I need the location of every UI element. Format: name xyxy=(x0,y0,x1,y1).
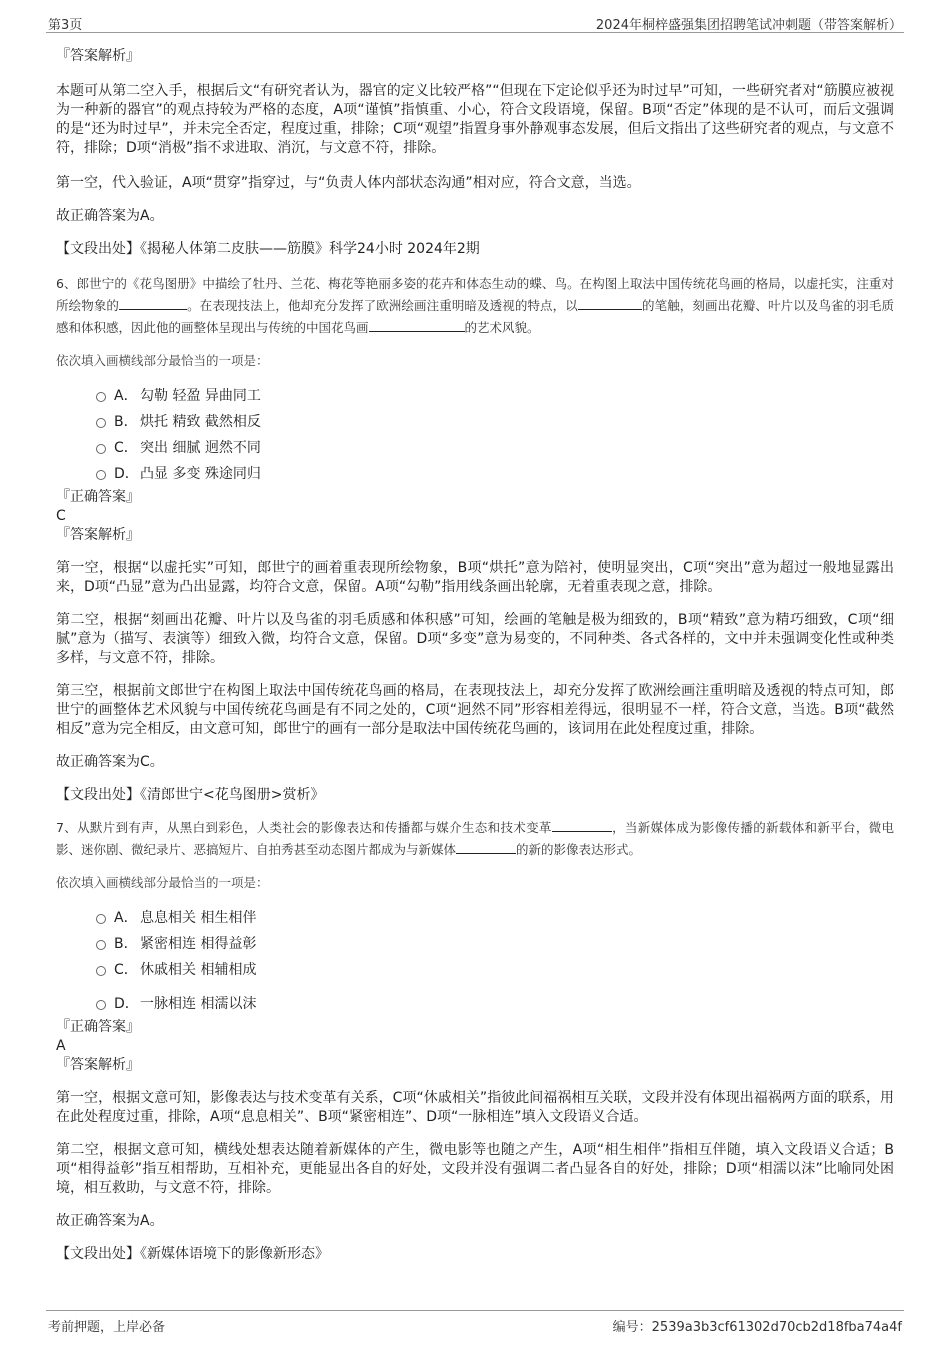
q7-analysis-p1: 第一空，根据文意可知，影像表达与技术变革有关系，C项“休戚相关”指彼此间福祸相互关联，文段并没有体现出福祸两方面的联系，用在此处程度过重，排除，A项“息息相关”、B项“紧密相连”、D项“一脉相连”填入文段语义合适。 xyxy=(56,1090,894,1125)
q6-option-d[interactable]: D．凸显 多变 殊途同归 xyxy=(96,461,894,487)
radio-icon[interactable] xyxy=(96,1000,106,1010)
q7-option-b[interactable]: B． 紧密相连 相得益彰 xyxy=(96,931,894,957)
radio-icon[interactable] xyxy=(96,914,106,924)
q5-source: 【文段出处】《揭秘人体第二皮肤——筋膜》科学24小时 2024年2期 xyxy=(56,241,480,257)
q5-analysis-p2: 第一空，代入验证，A项“贯穿”指穿过，与“负责人体内部状态沟通”相对应，符合文意，当选。 xyxy=(56,175,641,191)
q6-stem: 6、郎世宁的《花鸟图册》中描绘了牡丹、兰花、梅花等艳丽多姿的花卉和体态生动的蝶、鸟。在构图上取法中国传统花鸟画的格局，以虚托实，注重对所绘物象的 。在表现技法上，他却充分发挥了欧洲绘画注重明暗及透视的特点，以 的笔触，刻画出花瓣、叶片以及鸟雀的羽毛质感和体积感，因此他的画整体呈现出与传统的中国花鸟画 的艺术风貌。 xyxy=(56,276,894,335)
page-footer xyxy=(46,1310,904,1335)
q6-blank-2 xyxy=(578,295,642,310)
q6-correct-label: 『正确答案』 xyxy=(56,489,140,505)
q7-blank-1 xyxy=(552,817,612,832)
q5-analysis-p3: 故正确答案为A。 xyxy=(56,208,164,224)
document-body xyxy=(56,42,894,1264)
page-number: 第3页 xyxy=(48,18,83,33)
radio-icon[interactable] xyxy=(96,940,106,950)
q7-source: 【文段出处】《新媒体语境下的影像新形态》 xyxy=(56,1246,329,1262)
q7-option-a[interactable]: A． 息息相关 相生相伴 xyxy=(96,905,894,931)
q6-analysis-p3: 第三空，根据前文郎世宁在构图上取法中国传统花鸟画的格局，在表现技法上，却充分发挥了欧洲绘画注重明暗及透视的特点可知，郎世宁的画整体艺术风貌与中国传统花鸟画是有不同之处的，C项“迥然不同”形容相差得远，很明显不一样，符合文意，当选。B项“截然相反”意为完全相反，由文意可知，郎世宁的画有一部分是取法中国传统花鸟画的，该词用在此处程度过重，排除。 xyxy=(56,683,894,737)
q6-option-c[interactable]: C． 突出 细腻 迥然不同 xyxy=(96,435,894,461)
q6-source: 【文段出处】《清郎世宁<花鸟图册>赏析》 xyxy=(56,787,325,803)
q7-option-d[interactable]: D．一脉相连 相濡以沫 xyxy=(96,991,894,1017)
q7-correct-label: 『正确答案』 xyxy=(56,1019,140,1035)
q6-analysis-p1: 第一空，根据“以虚托实”可知，郎世宁的画着重表现所绘物象，B项“烘托”意为陪衬，使明显突出，C项“突出”意为超过一般地显露出来，D项“凸显”意为凸出显露，均符合文意，保留。A项“勾勒”指用线条画出轮廓，无着重表现之意，排除。 xyxy=(56,560,894,595)
document-id: 编号：2539a3b3cf61302d70cb2d18fba74a4f xyxy=(612,1320,902,1335)
q6-analysis-p2: 第二空，根据“刻画出花瓣、叶片以及鸟雀的羽毛质感和体积感”可知，绘画的笔触是极为细致的，B项“精致”意为精巧细致，C项“细腻”意为（描写、表演等）细致入微，均符合文意，保留。D项“多变”意为易变的，不同种类、各式各样的，文中并未强调变化性或种类多样，与文意不符，排除。 xyxy=(56,612,894,666)
q6-analysis-p4: 故正确答案为C。 xyxy=(56,754,164,770)
q7-hint: 依次填入画横线部分最恰当的一项是： xyxy=(56,875,269,890)
q7-analysis-p3: 故正确答案为A。 xyxy=(56,1213,164,1229)
q7-stem: 7、从默片到有声，从黑白到彩色，人类社会的影像表达和传播都与媒介生态和技术变革 ，当新媒体成为影像传播的新载体和新平台，微电影、迷你剧、微纪录片、恶搞短片、自拍秀甚至动态图片都成为与新媒体 的新的影像表达形式。 xyxy=(56,817,894,861)
radio-icon[interactable] xyxy=(96,966,106,976)
q6-options xyxy=(96,383,894,487)
q7-analysis-label: 『答案解析』 xyxy=(56,1057,140,1073)
q7-blank-2 xyxy=(456,839,516,854)
q6-option-b[interactable]: B． 烘托 精致 截然相反 xyxy=(96,409,894,435)
q7-option-c[interactable]: C． 休戚相关 相辅相成 xyxy=(96,957,894,983)
q6-analysis-label: 『答案解析』 xyxy=(56,527,140,543)
q6-hint: 依次填入画横线部分最恰当的一项是： xyxy=(56,353,269,368)
q6-blank-3 xyxy=(369,317,465,332)
q5-analysis-label: 『答案解析』 xyxy=(56,48,140,64)
radio-icon[interactable] xyxy=(96,392,106,402)
q7-options xyxy=(96,905,894,1017)
radio-icon[interactable] xyxy=(96,418,106,428)
radio-icon[interactable] xyxy=(96,470,106,480)
radio-icon[interactable] xyxy=(96,444,106,454)
q6-blank-1 xyxy=(119,295,187,310)
q7-analysis-p2: 第二空，根据文意可知，横线处想表达随着新媒体的产生，微电影等也随之产生，A项“相生相伴”指相互伴随，填入文段语义合适；B项“相得益彰”指互相帮助，互相补充，更能显出各自的好处，文段并没有强调二者凸显各自的好处，排除；D项“相濡以沫”比喻同处困境，相互救助，与文意不符，排除。 xyxy=(56,1142,894,1196)
q5-analysis-p1: 本题可从第二空入手，根据后文“有研究者认为，器官的定义比较严格”“但现在下定论似乎还为时过早”可知，一些研究者对“筋膜应被视为一种新的器官”的观点持较为严格的态度，A项“谨慎”指慎重、小心，符合文段语境，保留。B项“否定”体现的是不认可，而后文强调的是“还为时过早”，并未完全否定，程度过重，排除；C项“观望”指置身事外静观事态发展，但后文指出了这些研究者的观点，与文意不符，排除；D项“消极”指不求进取、消沉，与文意不符，排除。 xyxy=(56,83,894,156)
footer-slogan: 考前押题，上岸必备 xyxy=(48,1320,166,1335)
page-header xyxy=(46,10,904,33)
document-title: 2024年桐梓盛强集团招聘笔试冲刺题（带答案解析） xyxy=(595,18,902,33)
q6-option-a[interactable]: A． 勾勒 轻盈 异曲同工 xyxy=(96,383,894,409)
q6-correct-answer: C xyxy=(56,508,66,524)
q7-correct-answer: A xyxy=(56,1038,66,1054)
